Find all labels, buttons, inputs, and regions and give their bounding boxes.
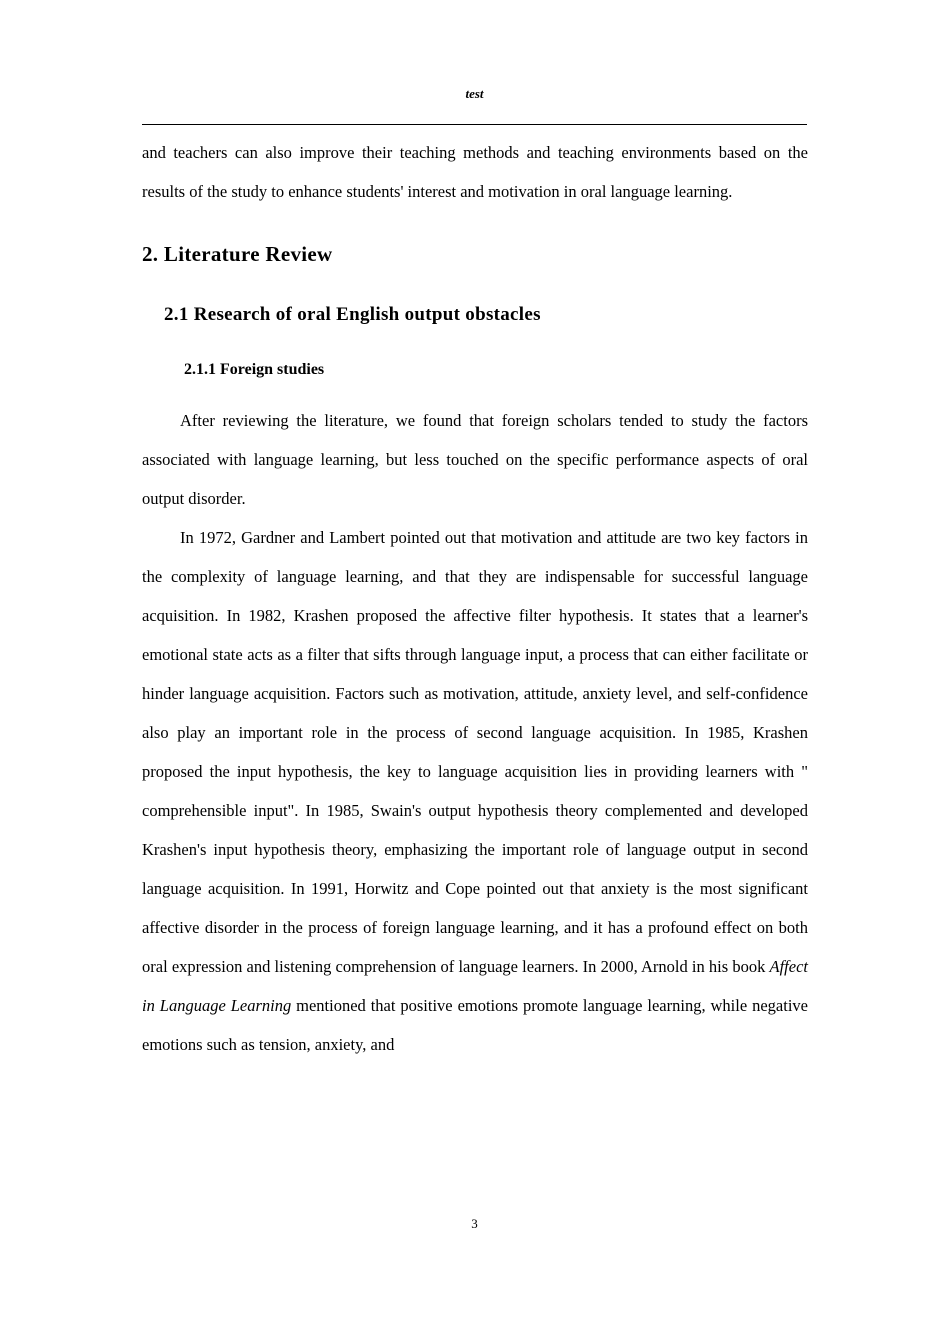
page-content — [142, 133, 808, 1064]
paragraph-foreign-studies-2 — [142, 518, 808, 1064]
page-number: 3 — [471, 1216, 478, 1231]
paragraph-group — [142, 401, 808, 1064]
running-header: test — [465, 86, 484, 101]
book-title-affect-in-language-learning: Affect in Language Learning — [142, 957, 808, 1015]
heading-section-2: 2. Literature Review — [142, 242, 333, 266]
paragraph-text-part-1: In 1972, Gardner and Lambert pointed out that motivation and attitude are two key factors in the complexity of language learning, and that they are indispensable for successful language acquisition. In 1982, Krashen proposed the affective filter hypothesis. It states that a learner's emotional state acts as a filter that sifts through language input, a process that can either facilitate or hinder language acquisition. Factors such as motivation, attitude, anxiety level, and self-confidence also play an important role in the process of second language acquisition. In 1985, Krashen proposed the input hypothesis, the key to language acquisition lies in providing learners with " comprehensible input". In 1985, Swain's output hypothesis theory complemented and developed Krashen's input hypothesis theory, emphasizing the important role of language output in second language acquisition. In 1991, Horwitz and Cope pointed out that anxiety is the most significant affective disorder in the process of foreign language learning, and it has a profound effect on both oral expression and listening comprehension of language learners. In 2000, Arnold in his book — [142, 528, 808, 976]
heading-subsubsection-2-1-1: 2.1.1 Foreign studies — [184, 361, 325, 378]
paragraph-foreign-studies-1: After reviewing the literature, we found that foreign scholars tended to study the factors associated with language learning, but less touched on the specific performance aspects of oral output disorder. — [142, 411, 808, 508]
paragraph-intro-continuation: and teachers can also improve their teaching methods and teaching environments based on the results of the study to enhance students' interest and motivation in oral language learning. — [142, 143, 808, 201]
heading-subsection-2-1: 2.1 Research of oral English output obstacles — [164, 304, 541, 325]
paragraph-text-part-2: mentioned that positive emotions promote language learning, while negative emotions such as tension, anxiety, and — [142, 996, 808, 1054]
header-divider — [142, 124, 807, 125]
